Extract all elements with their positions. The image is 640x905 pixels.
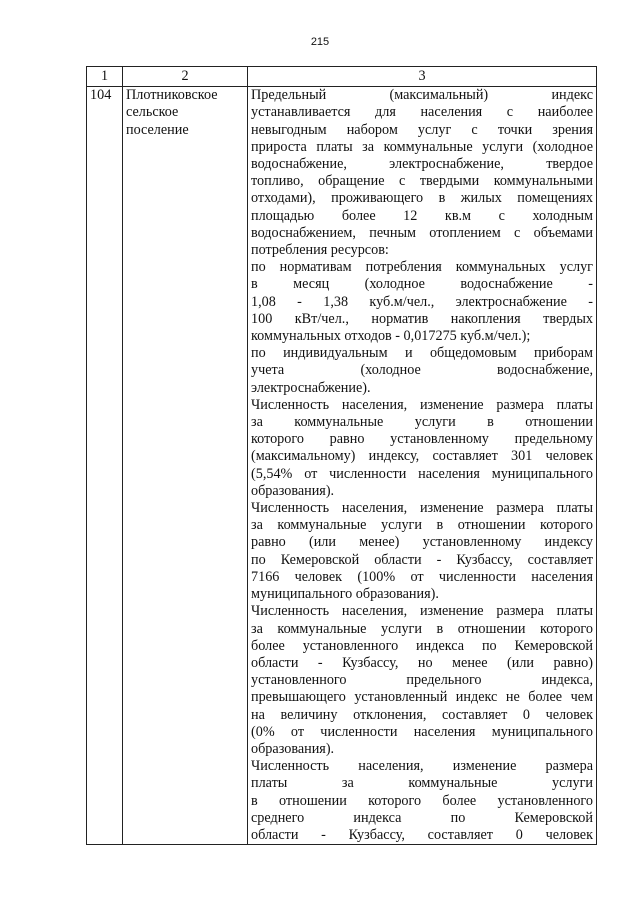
page-number: 215: [310, 36, 330, 48]
description-line: в месяц (холодное водоснабжение -: [251, 276, 593, 293]
description-line: водоснабжением, печным отоплением с объемами: [251, 224, 593, 241]
description-line: (0% от численности населения муниципального: [251, 723, 593, 740]
row-number: 104: [87, 87, 123, 845]
table-row: [87, 87, 597, 845]
description-line: отходами), проживающего в жилых помещениях: [251, 190, 593, 207]
description-line: Численность населения, изменение размера платы: [251, 500, 593, 517]
description-line: устанавливается для населения с наиболее: [251, 104, 593, 121]
description-line: по индивидуальным и общедомовым приборам: [251, 345, 593, 362]
description-line: водоснабжение, электроснабжение, твердое: [251, 156, 593, 173]
description-line: области - Кузбассу, но менее (или равно): [251, 654, 593, 671]
description-line: топливо, обращение с твердыми коммунальными: [251, 173, 593, 190]
description-line: по нормативам потребления коммунальных услуг: [251, 259, 593, 276]
table-header-row: [87, 67, 597, 87]
settlement-name-line: сельское: [126, 104, 179, 121]
description-line: среднего индекса по Кемеровской: [251, 809, 593, 826]
description-line: Численность населения, изменение размера платы: [251, 396, 593, 413]
description-line: за коммунальные услуги в отношении: [251, 414, 593, 431]
description-line: коммунальных отходов - 0,017275 куб.м/чел.);: [251, 328, 531, 345]
description-line: в отношении которого более установленного: [251, 792, 593, 809]
description-line: по Кемеровской области - Кузбассу, составляет: [251, 551, 593, 568]
description-line: за коммунальные услуги в отношении которого: [251, 620, 593, 637]
description-line: равно (или менее) установленному индексу: [251, 534, 593, 551]
description-line: платы за коммунальные услуги: [251, 775, 593, 792]
description-line: муниципального образования).: [251, 586, 439, 603]
description-line: образования).: [251, 740, 335, 757]
description-line: (5,54% от численности населения муниципального: [251, 465, 593, 482]
description-line: на величину отклонения, составляет 0 человек: [251, 706, 593, 723]
settlement-name-line: поселение: [126, 121, 189, 138]
description-line: установленного предельного индекса,: [251, 672, 593, 689]
description-line: которого равно установленному предельному: [251, 431, 593, 448]
description-line: 7166 человек (100% от численности населения: [251, 568, 593, 585]
header-col-2: 2: [123, 67, 248, 87]
description-line: (максимальному) индексу, составляет 301 человек: [251, 448, 593, 465]
settlement-name-line: Плотниковское: [126, 87, 218, 104]
description-line: электроснабжение).: [251, 379, 371, 396]
description-line: 1,08 - 1,38 куб.м/чел., электроснабжение -: [251, 293, 593, 310]
description-line: более установленного индекса по Кемеровской: [251, 637, 593, 654]
description-line: превышающего установленный индекс не более чем: [251, 689, 593, 706]
settlement-name: [123, 87, 248, 845]
tariff-table: [86, 66, 597, 845]
description-line: за коммунальные услуги в отношении которого: [251, 517, 593, 534]
description-line: учета (холодное водоснабжение,: [251, 362, 593, 379]
header-col-3: 3: [248, 67, 597, 87]
description-line: области - Кузбассу, составляет 0 человек: [251, 826, 593, 843]
header-col-1: 1: [87, 67, 123, 87]
description-line: невыгодным набором услуг с точки зрения: [251, 121, 593, 138]
row-description: [248, 87, 597, 845]
description-line: образования).: [251, 482, 335, 499]
description-line: 100 кВт/чел., норматив накопления твердых: [251, 310, 593, 327]
description-line: Предельный (максимальный) индекс: [251, 87, 593, 104]
description-line: площадью более 12 кв.м с холодным: [251, 207, 593, 224]
description-line: потребления ресурсов:: [251, 242, 389, 259]
description-line: Численность населения, изменение размера платы: [251, 603, 593, 620]
description-line: Численность населения, изменение размера: [251, 758, 593, 775]
description-line: прироста платы за коммунальные услуги (холодное: [251, 138, 593, 155]
